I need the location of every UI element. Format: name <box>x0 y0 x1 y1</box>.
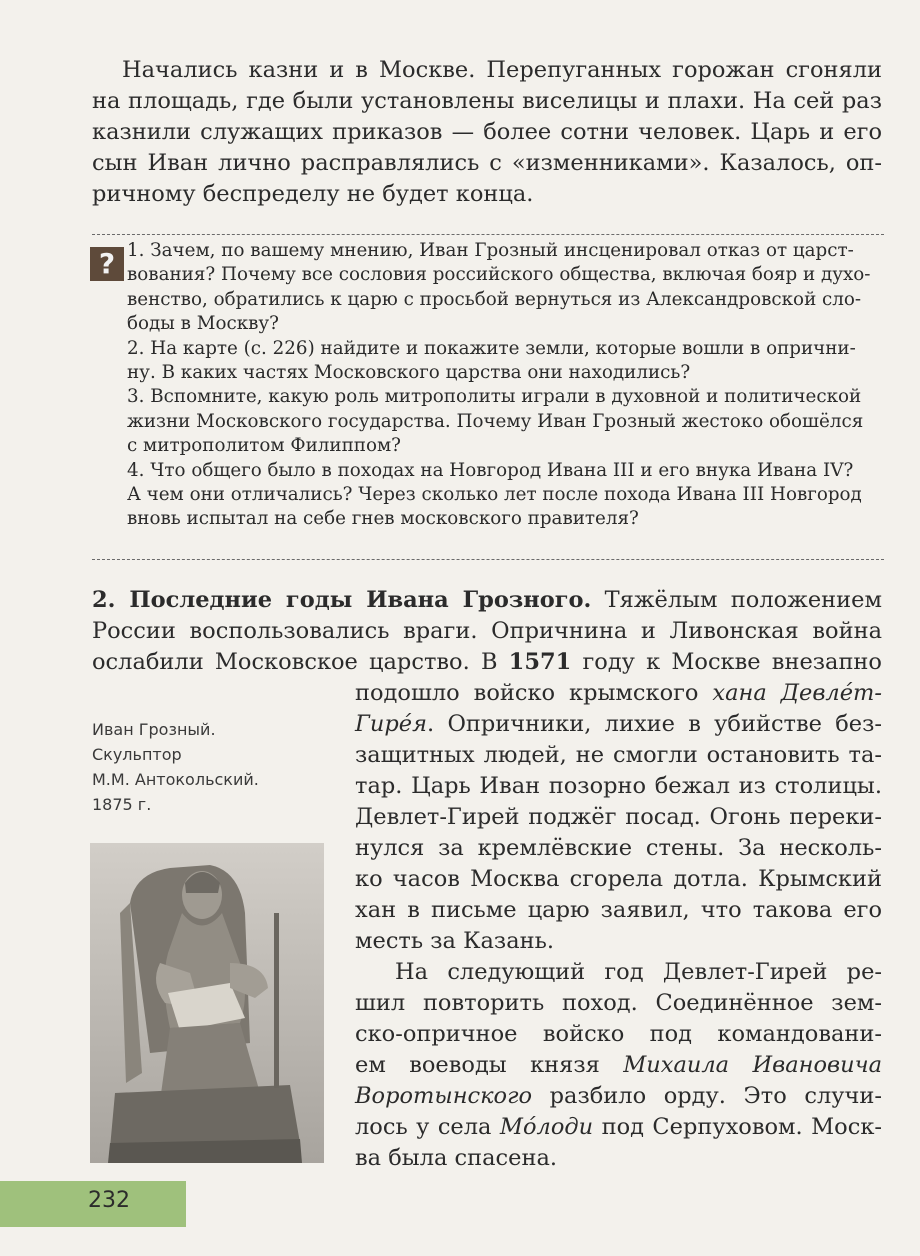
text-line: месть за Казань. <box>355 928 555 954</box>
text-italic: хана Девлéт- <box>712 680 882 706</box>
question-line: с митрополитом Филиппом? <box>127 435 401 457</box>
text-fragment: ослабили Московское царство. В <box>92 649 509 675</box>
text-line: ва была спасена. <box>355 1145 558 1171</box>
text-line <box>92 647 882 678</box>
question-line: жизни Московского государства. Почему Иван Грозный жестоко обошёлся <box>127 410 864 432</box>
question-mark-icon: ? <box>90 247 124 281</box>
text-line <box>92 585 882 616</box>
text-line: тар. Царь Иван позорно бежал из столицы. <box>355 773 882 799</box>
text-line: шил повторить поход. Соединённое зем- <box>355 990 882 1016</box>
text-line: сын Иван лично расправлялись с «изменниками». Казалось, оп- <box>92 150 882 176</box>
divider-bottom <box>92 559 884 560</box>
caption-line: Иван Грозный. <box>92 720 216 739</box>
page-number: 232 <box>88 1188 130 1213</box>
text-fragment: году к Москве внезапно <box>571 649 882 675</box>
caption-line: 1875 г. <box>92 795 152 814</box>
question-line: 3. Вспомните, какую роль митрополиты играли в духовной и политической <box>127 386 862 408</box>
caption-line: М.М. Антокольский. <box>92 770 259 789</box>
text-line: Девлет-Гирей поджёг посад. Огонь переки- <box>355 804 882 830</box>
text-line: России воспользовались враги. Опричнина и Ливонская война <box>92 618 882 644</box>
image-caption <box>92 717 332 817</box>
divider-top <box>92 234 884 235</box>
text-italic: Воротынского <box>355 1083 533 1109</box>
year-bold: 1571 <box>508 649 572 675</box>
text-line: хан в письме царю заявил, что такова его <box>355 897 882 923</box>
text-line <box>355 709 882 740</box>
text-line <box>355 1081 882 1112</box>
text-fragment: . Опричники, лихие в убийстве без- <box>427 711 882 737</box>
text-line: Начались казни и в Москве. Перепуганных горожан сгоняли <box>122 57 882 83</box>
question-line: 1. Зачем, по вашему мнению, Иван Грозный инсценировал отказ от царст- <box>127 240 854 261</box>
text-line: защитных людей, не смогли остановить та- <box>355 742 882 768</box>
question-line: венство, обратились к царю с просьбой вернуться из Александровской сло- <box>127 288 862 310</box>
section-title: 2. Последние годы Ивана Грозного. <box>92 587 592 613</box>
sculpture-photo <box>90 843 324 1163</box>
text-fragment: лось у села <box>355 1114 500 1140</box>
text-line: ко часов Москва сгорела дотла. Крымский <box>355 866 882 892</box>
question-line: 2. На карте (с. 226) найдите и покажите земли, которые вошли в опрични- <box>127 337 856 359</box>
question-line: вновь испытал на себе гнев московского правителя? <box>127 508 639 530</box>
section-right-column <box>355 678 882 1174</box>
text-fragment: ем воеводы князя <box>355 1052 624 1078</box>
caption-line: Скульптор <box>92 745 182 764</box>
text-line <box>355 678 882 709</box>
text-fragment: разбило орду. Это случи- <box>532 1083 882 1109</box>
question-line: боды в Москву? <box>127 313 279 335</box>
text-fragment: Тяжёлым положением <box>591 587 882 613</box>
text-line: ско-опричное войско под командовани- <box>355 1021 882 1047</box>
question-line: А чем они отличались? Через сколько лет после похода Ивана III Новгород <box>127 484 862 506</box>
text-fragment: под Серпуховом. Моск- <box>593 1114 882 1140</box>
question-line: ну. В каких частях Московского царства они находились? <box>127 362 691 384</box>
questions-block <box>127 239 884 532</box>
intro-paragraph <box>92 55 882 210</box>
text-italic: Гирéя <box>355 711 428 737</box>
text-line: на площадь, где были установлены виселицы и плахи. На сей раз <box>92 88 882 114</box>
text-italic: Михаила Ивановича <box>623 1052 882 1078</box>
text-line: На следующий год Девлет-Гирей ре- <box>395 959 882 985</box>
text-line: ричному беспределу не будет конца. <box>92 181 534 207</box>
text-line: нулся за кремлёвские стены. За несколь- <box>355 835 882 861</box>
text-italic: Мóлоди <box>499 1114 594 1140</box>
section-intro <box>92 585 882 678</box>
question-line: 4. Что общего было в походах на Новгород Ивана III и его внука Ивана IV? <box>127 459 854 481</box>
text-line <box>355 1112 882 1143</box>
text-line <box>355 1050 882 1081</box>
text-line: казнили служащих приказов — более сотни человек. Царь и его <box>92 119 882 145</box>
text-fragment: подошло войско крымского <box>355 680 713 706</box>
sculpture-image <box>90 843 324 1163</box>
question-line: вования? Почему все сословия российского общества, включая бояр и духо- <box>127 264 871 286</box>
